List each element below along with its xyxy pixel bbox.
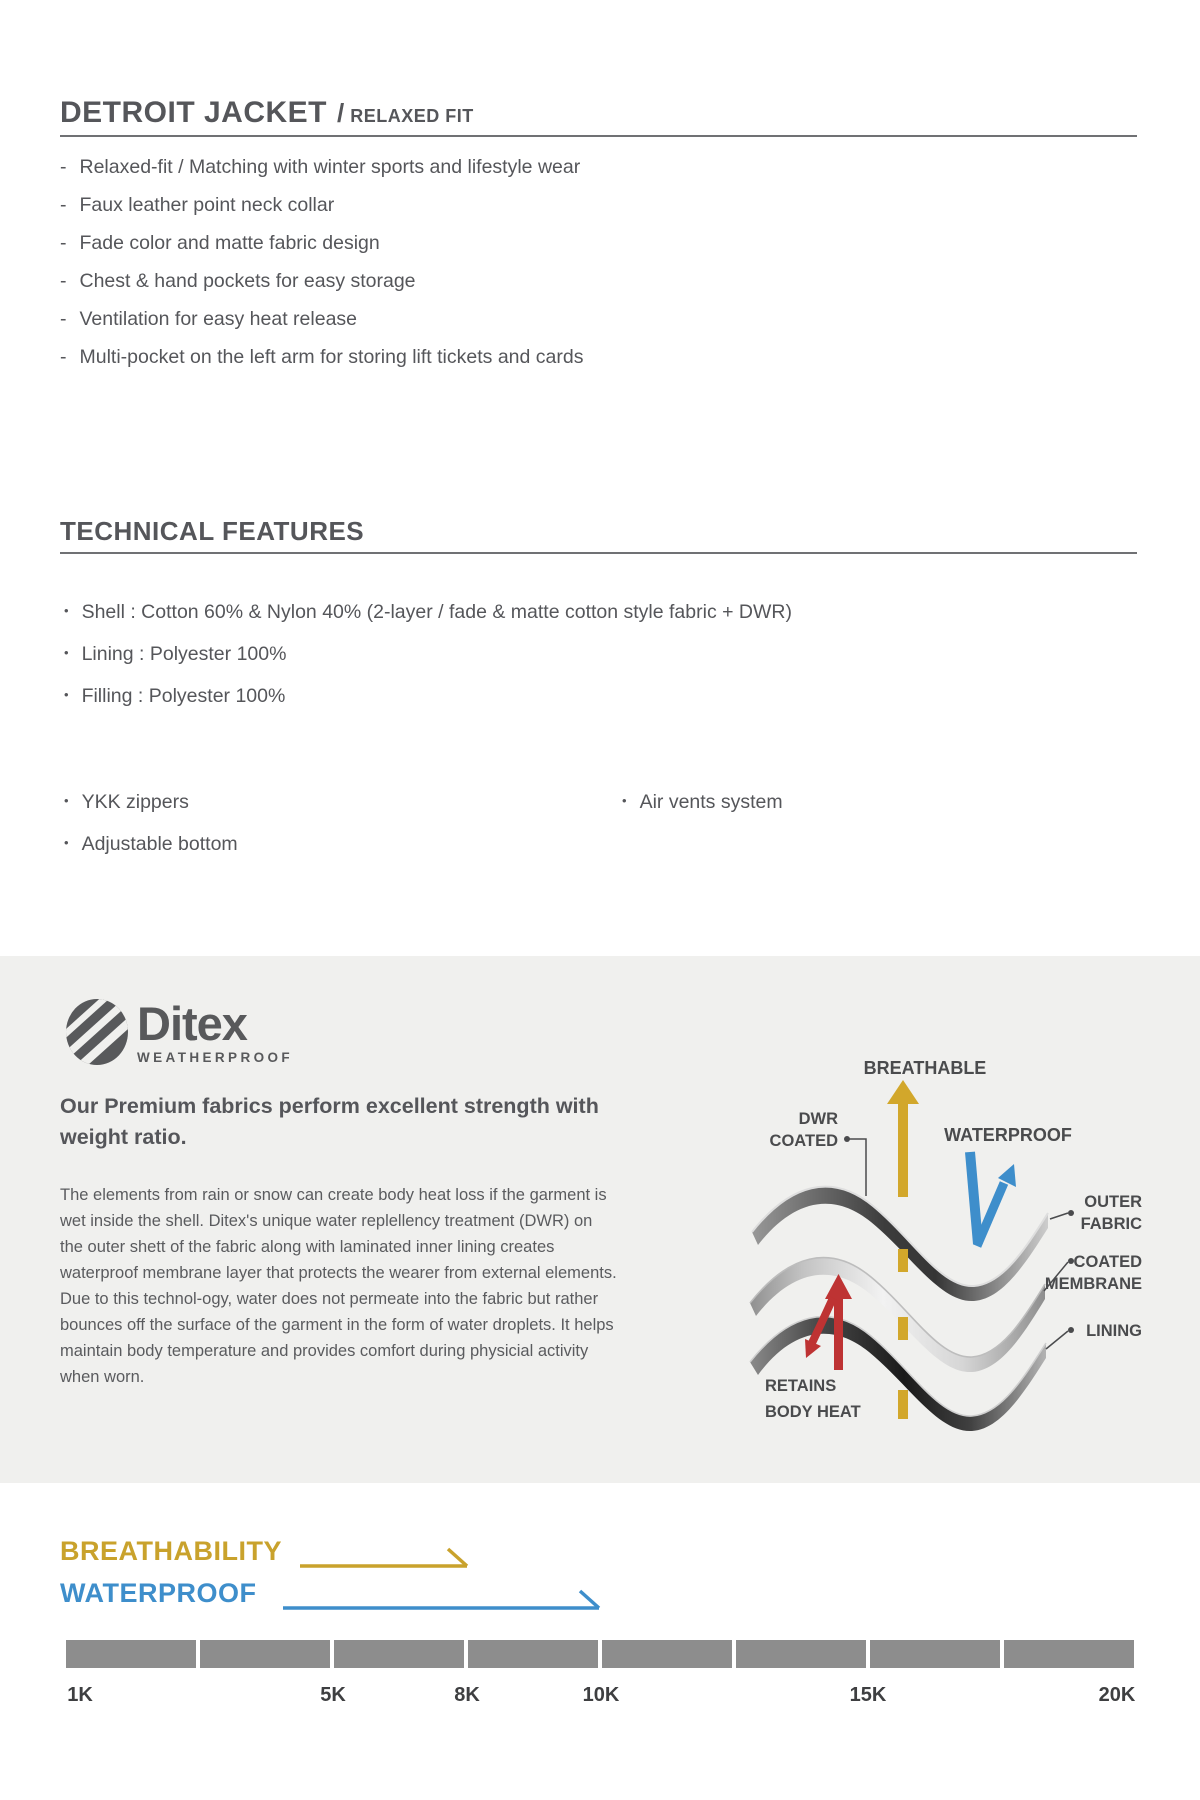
brand-name: Ditex bbox=[137, 997, 247, 1050]
scale-bar-segment bbox=[870, 1640, 1000, 1668]
panel-headline: Our Premium fabrics perform excellent strength with weight ratio. bbox=[60, 1094, 599, 1149]
feature-item: - Relaxed-fit / Matching with winter sports and lifestyle wear bbox=[60, 148, 583, 186]
retains-body-heat-label-line1: RETAINS bbox=[765, 1377, 837, 1395]
scale-bar-segment bbox=[468, 1640, 598, 1668]
scale-tick-8k: 8K bbox=[454, 1684, 480, 1706]
waterproof-scale-label: WATERPROOF bbox=[60, 1578, 257, 1608]
scale-bar-segment bbox=[736, 1640, 866, 1668]
extra-item: • YKK zippers bbox=[64, 782, 238, 824]
scale-tick-5k: 5K bbox=[320, 1684, 346, 1706]
lining-label: LINING bbox=[1086, 1322, 1142, 1340]
outer-fabric-label-line1: OUTER bbox=[1084, 1193, 1142, 1211]
scale-tick-20k: 20K bbox=[1098, 1684, 1136, 1706]
wave-outer-fabric bbox=[752, 1187, 1048, 1301]
scale-bar-segment bbox=[334, 1640, 464, 1668]
breathability-label: BREATHABILITY bbox=[60, 1536, 282, 1566]
extra-item: • Adjustable bottom bbox=[64, 824, 238, 866]
dwr-coated-label-line1: DWR bbox=[798, 1110, 838, 1128]
extra-item: • Air vents system bbox=[622, 782, 783, 824]
retains-body-heat-label-line2: BODY HEAT bbox=[765, 1403, 861, 1421]
feature-item: - Faux leather point neck collar bbox=[60, 186, 583, 224]
scale-bar-segment bbox=[1004, 1640, 1134, 1668]
feature-item: - Chest & hand pockets for easy storage bbox=[60, 262, 583, 300]
technical-features-heading: TECHNICAL FEATURES bbox=[60, 516, 365, 546]
material-list bbox=[64, 592, 792, 718]
coated-membrane-label-line2: MEMBRANE bbox=[1044, 1275, 1142, 1293]
feature-item: - Fade color and matte fabric design bbox=[60, 224, 583, 262]
scale-bar-segment bbox=[602, 1640, 732, 1668]
material-item: • Shell : Cotton 60% & Nylon 40% (2-layer / fade & matte cotton style fabric + DWR) bbox=[64, 592, 792, 634]
breathability-arrow-icon bbox=[300, 1549, 467, 1566]
scale-bar-segment bbox=[200, 1640, 330, 1668]
ditex-logo-icon bbox=[64, 997, 130, 1067]
rating-scale-bar bbox=[66, 1640, 1134, 1668]
fabric-layers-diagram bbox=[640, 1040, 1180, 1452]
coated-membrane-label-line1: COATED bbox=[1073, 1253, 1142, 1271]
breathable-label: BREATHABLE bbox=[863, 1058, 987, 1078]
brand-subtitle: WEATHERPROOF bbox=[137, 1050, 294, 1065]
scale-tick-10k: 10K bbox=[582, 1684, 620, 1706]
waterproof-arrow-icon bbox=[283, 1591, 599, 1608]
brand-block bbox=[137, 997, 294, 1065]
extras-column-left bbox=[64, 782, 238, 866]
panel-body-text: The elements from rain or snow can create body heat loss if the garment is wet inside the shell. Ditex's unique water replellency treatment (DWR) on the outer shett of the fabric along with laminated inner lining creates waterproof membrane layer that protects the wearer from external elements. Due to this technol-ogy, water does not permeate into the fabric but rather bounces off the surface of the garment in the form of water droplets. It helps maintain body temperature and provides comfort during physicial activity when worn. bbox=[60, 1186, 617, 1386]
extras-column-right bbox=[622, 782, 783, 824]
waterproof-arrow-icon bbox=[970, 1152, 1016, 1246]
title-divider bbox=[60, 135, 1137, 137]
scale-tick-15k: 15K bbox=[849, 1684, 887, 1706]
product-name: DETROIT JACKET bbox=[60, 96, 328, 129]
feature-list bbox=[60, 148, 583, 376]
waterproof-label: WATERPROOF bbox=[944, 1125, 1072, 1145]
fit-label: RELAXED FIT bbox=[350, 106, 474, 126]
scale-tick-1k: 1K bbox=[67, 1684, 93, 1706]
feature-item: - Ventilation for easy heat release bbox=[60, 300, 583, 338]
page-title bbox=[60, 96, 474, 130]
outer-fabric-label-line2: FABRIC bbox=[1080, 1215, 1142, 1233]
scale-bar-segment bbox=[66, 1640, 196, 1668]
technical-features-divider bbox=[60, 552, 1137, 554]
material-item: • Filling : Polyester 100% bbox=[64, 676, 792, 718]
material-item: • Lining : Polyester 100% bbox=[64, 634, 792, 676]
dwr-coated-label-line2: COATED bbox=[769, 1132, 838, 1150]
feature-item: - Multi-pocket on the left arm for storing lift tickets and cards bbox=[60, 338, 583, 376]
title-separator: / bbox=[337, 98, 345, 128]
